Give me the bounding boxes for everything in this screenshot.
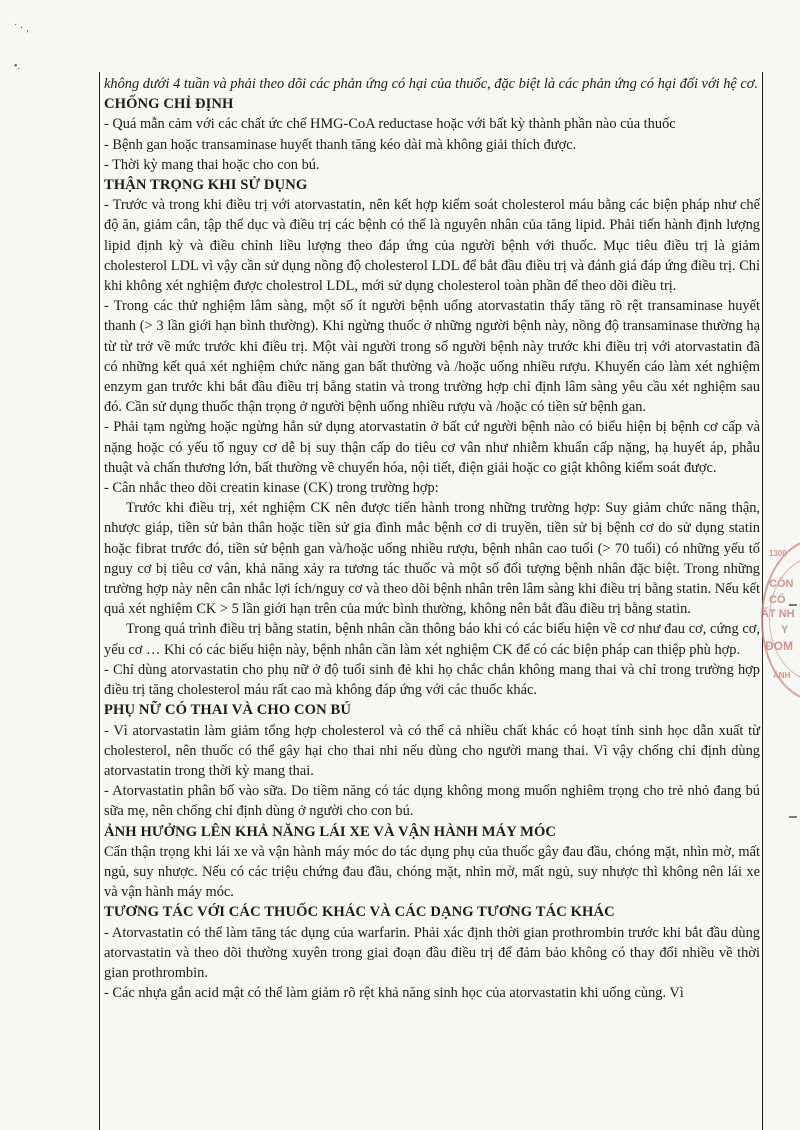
section-title-interactions: TƯƠNG TÁC VỚI CÁC THUỐC KHÁC VÀ CÁC DẠNG TƯƠNG TÁC KHÁC [104,904,615,921]
paragraph: - Vì atorvastatin làm giảm tổng hợp cholesterol và có thể cả nhiều chất khác có hoạt tính sinh học dẫn xuất từ cholesterol, nên thuốc có thể gây hại cho thai nhi nếu dùng cho người mang thai. Vì vậy chống chỉ định dùng atorvastatin trong thời kỳ mang thai. [104,722,760,779]
margin-mark [789,604,797,606]
scan-artifact: •. [14,61,21,72]
stamp-text: CÔN [769,578,794,590]
paragraph: - Các nhựa gắn acid mật có thể làm giảm rõ rệt khả năng sinh học của atorvastatin khi uống cùng. Vì [104,985,684,1002]
stamp-text: CỔ [769,594,786,606]
paragraph: - Trong các thử nghiệm lâm sàng, một số ít người bệnh uống atorvastatin thấy tăng rõ rệt transaminase huyết thanh (> 3 lần giới hạn bình thường). Khi ngừng thuốc ở những người bệnh này, nồng độ transaminase thường hạ từ từ trở về mức trước khi điều trị. Một vài người trong số người bệnh này trước khi điều trị với atorvastatin đã có những kết quả xét nghiệm chức năng gan bất thường và /hoặc uống nhiều rượu. Khuyến cáo làm xét nghiệm enzym gan trước khi bắt đầu điều trị bằng statin và trong trường hợp chỉ định lâm sàng yêu cầu xét nghiệm sau đó. Cần sử dụng thuốc thận trọng ở người bệnh uống nhiều rượu và /hoặc có tiền sử bệnh gan. [104,298,760,416]
red-seal-stamp [757,538,800,698]
stamp-text: Y [781,624,789,636]
intro-paragraph: không dưới 4 tuần và phải theo dõi các phản ứng có hại của thuốc, đặc biệt là các phản ứng có hại đối với hệ cơ. [104,76,759,92]
stamp-text: ẤT NH [761,608,795,620]
scan-artifact: ˙ · ‚ [14,23,29,34]
paragraph: - Chỉ dùng atorvastatin cho phụ nữ ở độ tuổi sinh đẻ khi họ chắc chắn không mang thai và chỉ trong trường hợp điều trị tăng cholesterol máu rất cao mà không đáp ứng với các thuốc khác. [104,661,760,699]
stamp-text: ẢNH [773,671,791,680]
paragraph: Trong quá trình điều trị bằng statin, bệnh nhân cần thông báo khi có các biểu hiện về cơ như đau cơ, cứng cơ, yếu cơ … Khi có các biểu hiện này, bệnh nhân cần làm xét nghiệm CK để có các biện pháp can thiệp phù hợp. [104,621,760,658]
paragraph: Trước khi điều trị, xét nghiệm CK nên được tiến hành trong những trường hợp: Suy giảm chức năng thận, nhược giáp, tiền sử bản thân hoặc tiền sử gia đình mắc bệnh cơ di truyền, tiền sử bị bệnh cơ do sử dụng statin hoặc fibrat trước đó, tiền sử bệnh gan và/hoặc uống nhiều rượu, bệnh nhân cao tuổi (> 70 tuổi) có những yếu tố nguy cơ bị tiêu cơ vân, khả năng xảy ra tương tác thuốc và một số đối tượng bệnh nhân đặc biệt. Trong những trường hợp này nên cân nhắc lợi ích/nguy cơ và theo dõi bệnh nhân trên lâm sàng khi điều trị bằng statin. Nếu kết quả xét nghiệm CK > 5 lần giới hạn trên của mức bình thường, không nên bắt đầu điều trị bằng statin. [104,500,760,618]
margin-mark [789,816,797,818]
paragraph: - Bệnh gan hoặc transaminase huyết thanh tăng kéo dài mà không giải thích được. [104,136,577,153]
document-body [104,74,760,1003]
paragraph: - Atorvastatin có thể làm tăng tác dụng của warfarin. Phải xác định thời gian prothrombin trước khi bắt đầu dùng atorvastatin và theo dõi thường xuyên trong giai đoạn đầu điều trị để đảm bảo không có thay đổi nhiều về thời gian prothrombin. [104,924,760,981]
stamp-text: ĐOM [765,639,793,653]
paragraph: - Phải tạm ngừng hoặc ngừng hẳn sử dụng atorvastatin ở bất cứ người bệnh nào có biểu hiện bị bệnh cơ cấp và nặng hoặc có yếu tố nguy cơ dễ bị suy thận cấp do tiêu cơ vân như nhiễm khuẩn cấp nặng, hạ huyết áp, phẫu thuật và chấn thương lớn, bất thường về chuyển hóa, nội tiết, điện giải hoặc co giật không kiểm soát được. [104,419,760,476]
paragraph: Cẩn thận trọng khi lái xe và vận hành máy móc do tác dụng phụ của thuốc gây đau đầu, chóng mặt, nhìn mờ, mất ngủ, suy nhược. Nếu có các triệu chứng đau đầu, chóng mặt, nhìn mờ, mất ngủ, suy nhược thì không nên lái xe và vận hành máy móc. [104,843,760,901]
section-title-pregnancy: PHỤ NỮ CÓ THAI VÀ CHO CON BÚ [104,702,351,719]
paragraph: - Trước và trong khi điều trị với atorvastatin, nên kết hợp kiểm soát cholesterol máu bằng các biện pháp như chế độ ăn, giảm cân, tập thể dục và điều trị các bệnh có thể là nguyên nhân của tăng lipid. Phải tiến hành định lượng lipid định kỳ và điều chỉnh liều lượng theo đáp ứng của người bệnh với thuốc. Mục tiêu điều trị là giảm cholesterol LDL vì vậy cần sử dụng nồng độ cholesterol LDL để bắt đầu điều trị và đánh giá đáp ứng điều trị. Chỉ khi không xét nghiệm được cholestrol LDL, mới sử dụng cholesterol toàn phần để theo dõi điều trị. [104,197,760,295]
paragraph: - Atorvastatin phân bố vào sữa. Do tiềm năng có tác dụng không mong muốn nghiêm trọng cho trẻ nhỏ đang bú sữa mẹ, nên chống chỉ định dùng ở người cho con bú. [104,783,760,820]
section-title-precautions: THẬN TRỌNG KHI SỬ DỤNG [104,177,308,194]
section-title-driving: ẢNH HƯỞNG LÊN KHẢ NĂNG LÁI XE VÀ VẬN HÀNH MÁY MÓC [104,823,557,840]
section-title-contraindications: CHỐNG CHỈ ĐỊNH [104,96,234,113]
stamp-text: 1300 [769,549,787,558]
paragraph: - Cân nhắc theo dõi creatin kinase (CK) trong trường hợp: [104,480,439,497]
paragraph: - Thời kỳ mang thai hoặc cho con bú. [104,156,320,173]
paragraph: - Quá mẫn cảm với các chất ức chế HMG-CoA reductase hoặc với bất kỳ thành phần nào của thuốc [104,116,676,133]
